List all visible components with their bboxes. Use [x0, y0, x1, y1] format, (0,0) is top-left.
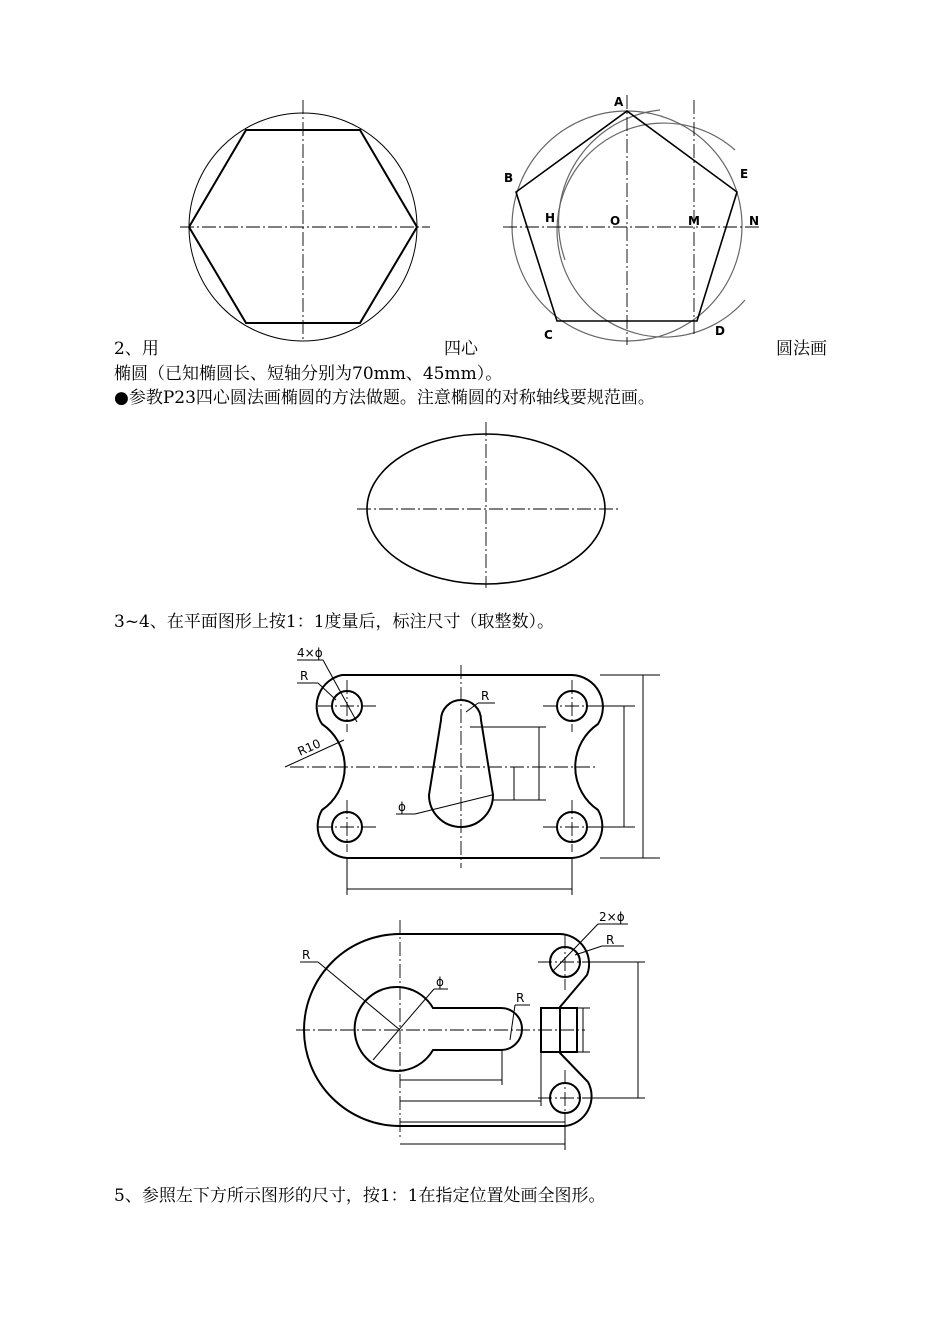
point-a: A [614, 95, 624, 109]
hexagon-figure [180, 98, 440, 343]
point-e: E [740, 167, 749, 181]
point-h: H [545, 211, 556, 225]
pentagon-figure [500, 90, 770, 350]
plate-outline [317, 675, 603, 858]
fig2-holes-label: 2×ϕ [599, 910, 625, 924]
q2-number: 2、用 [114, 339, 159, 359]
plate-figure [280, 640, 665, 895]
fig2-r-outer-label: R [302, 948, 311, 962]
q2-tail: 圆法画 [776, 339, 827, 359]
point-d: D [715, 324, 725, 338]
point-n: N [749, 214, 760, 228]
q5-title: 5、参照左下方所示图形的尺寸，按1：1在指定位置处画全图形。 [114, 1186, 606, 1206]
q2-tip: ●参教P23四心圆法画椭圆的方法做题。注意椭圆的对称轴线要规范画。 [114, 388, 655, 408]
fig1-r10-label: R10 [295, 736, 323, 759]
fig2-r-slot-label: R [516, 991, 525, 1005]
point-b: B [504, 171, 514, 185]
fig2-r-hole-label: R [606, 933, 615, 947]
fig2-phi-label: ϕ [436, 975, 444, 989]
fig1-r-hole-label: R [300, 669, 309, 683]
q2-line2: 椭圆（已知椭圆长、短轴分别为70mm、45mm）。 [114, 364, 503, 384]
q34-title: 3~4、在平面图形上按1：1度量后，标注尺寸（取整数）。 [114, 612, 555, 632]
fig1-phi-label: ϕ [398, 800, 406, 814]
arc-from-a [559, 110, 660, 260]
point-c: C [544, 328, 553, 342]
lever-figure [290, 905, 660, 1155]
ellipse-figure [355, 420, 620, 590]
fig1-r-slot-label: R [481, 689, 490, 703]
point-o: O [610, 214, 621, 228]
fig1-holes-label: 4×ϕ [297, 646, 323, 660]
keyhole-slot [355, 987, 525, 1071]
point-m: M [688, 214, 700, 228]
q2-mid: 四心 [444, 339, 478, 359]
arc-from-m [557, 123, 745, 337]
